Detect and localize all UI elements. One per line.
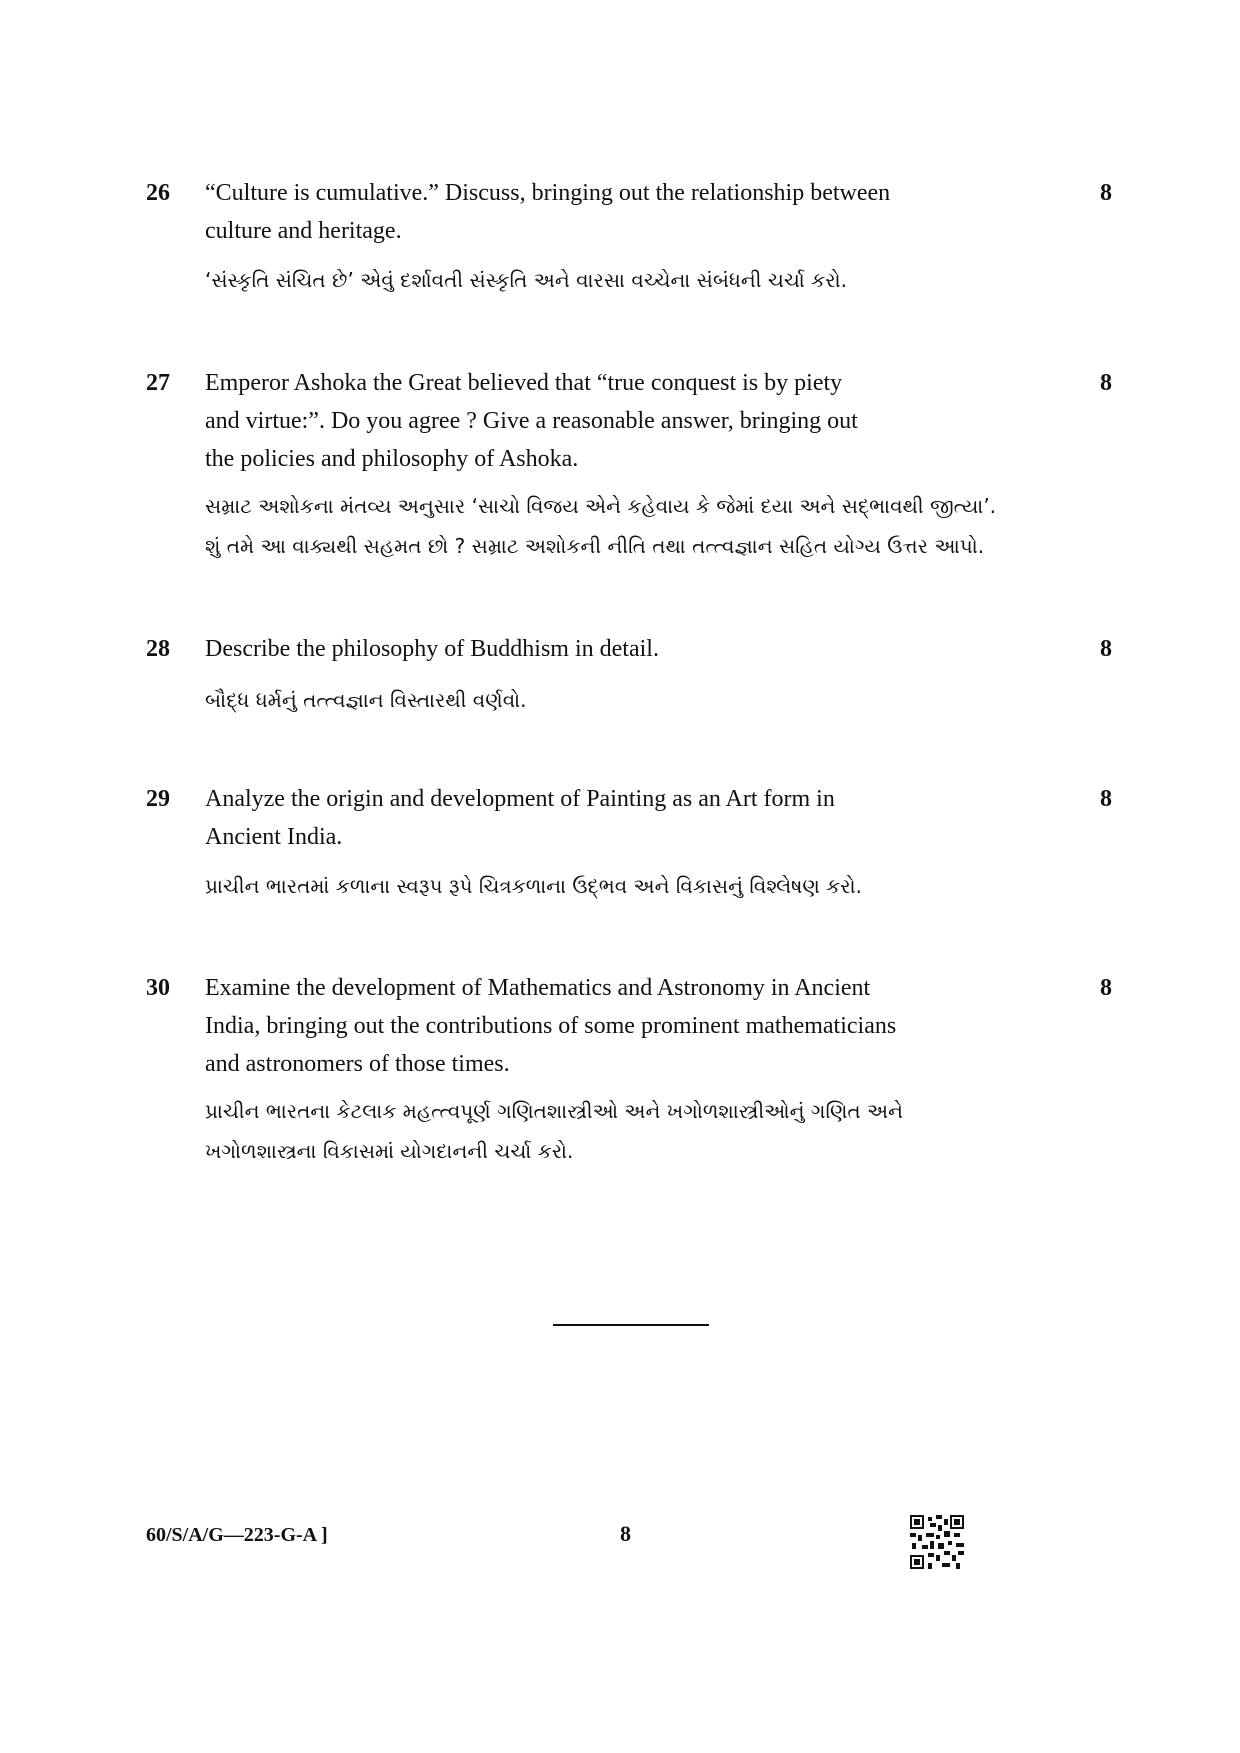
english-line: Describe the philosophy of Buddhism in detail.: [205, 636, 659, 662]
page-number: 8: [620, 1521, 631, 1546]
qr-code-icon: [910, 1515, 964, 1569]
english-line: culture and heritage.: [205, 218, 402, 244]
question-marks: 8: [1100, 370, 1112, 396]
paper-code: 60/S/A/G—223-G-A ]: [146, 1524, 328, 1546]
english-line: and astronomers of those times.: [205, 1051, 510, 1077]
english-line: “Culture is cumulative.” Discuss, bringing out the relationship between: [205, 180, 891, 206]
question-text-gujarati: [205, 1091, 1065, 1171]
question-number: 28: [146, 636, 170, 662]
question-text-english: [205, 364, 1035, 478]
question-marks: 8: [1100, 786, 1112, 812]
end-rule: [553, 1324, 709, 1326]
question-text-english: [205, 174, 1035, 250]
gujarati-line: બૌદ્ધ ધર્મનું તત્ત્વજ્ઞાન વિસ્તારથી વર્ણવો.: [205, 688, 527, 712]
gujarati-line: પ્રાચીન ભારતમાં કળાના સ્વરૂપ રૂપે ચિત્રકળાના ઉદ્ભવ અને વિકાસનું વિશ્લેષણ કરો.: [205, 874, 862, 898]
question-number: 29: [146, 786, 170, 812]
question-number: 27: [146, 370, 170, 396]
question-text-gujarati: [205, 866, 1065, 906]
gujarati-line: ‘સંસ્કૃતિ સંચિત છે’ એવું દર્શાવતી સંસ્કૃતિ અને વારસા વચ્ચેના સંબંધની ચર્ચા કરો.: [205, 268, 847, 292]
gujarati-line: સમ્રાટ અશોકના મંતવ્ય અનુસાર ‘સાચો વિજય એને કહેવાય કે જેમાં દયા અને સદ્ભાવથી જીત્યા’.: [205, 494, 997, 518]
question-text-english: [205, 780, 1035, 856]
question-number: 30: [146, 975, 170, 1001]
question-marks: 8: [1100, 975, 1112, 1001]
english-line: the policies and philosophy of Ashoka.: [205, 446, 579, 472]
gujarati-line: શું તમે આ વાક્યથી સહમત છો ? સમ્રાટ અશોકની નીતિ તથા તત્ત્વજ્ઞાન સહિત યોગ્ય ઉત્તર આપો.: [205, 534, 985, 558]
english-line: India, bringing out the contributions of some prominent mathematicians: [205, 1013, 897, 1039]
english-line: Ancient India.: [205, 824, 343, 850]
question-text-gujarati: [205, 680, 1065, 720]
question-text-english: [205, 969, 1035, 1083]
english-line: Emperor Ashoka the Great believed that “true conquest is by piety: [205, 370, 843, 396]
question-marks: 8: [1100, 636, 1112, 662]
question-text-gujarati: [205, 486, 1065, 566]
english-line: and virtue:”. Do you agree ? Give a reasonable answer, bringing out: [205, 408, 858, 434]
english-line: Analyze the origin and development of Painting as an Art form in: [205, 786, 835, 812]
gujarati-line: ખગોળશાસ્ત્રના વિકાસમાં યોગદાનની ચર્ચા કરો.: [205, 1139, 574, 1163]
question-marks: 8: [1100, 180, 1112, 206]
english-line: Examine the development of Mathematics and Astronomy in Ancient: [205, 975, 871, 1001]
question-text-english: [205, 630, 1035, 668]
gujarati-line: પ્રાચીન ભારતના કેટલાક મહત્ત્વપૂર્ણ ગણિતશાસ્ત્રીઓ અને ખગોળશાસ્ત્રીઓનું ગણિત અને: [205, 1099, 904, 1123]
question-number: 26: [146, 180, 170, 206]
question-text-gujarati: [205, 260, 1065, 300]
